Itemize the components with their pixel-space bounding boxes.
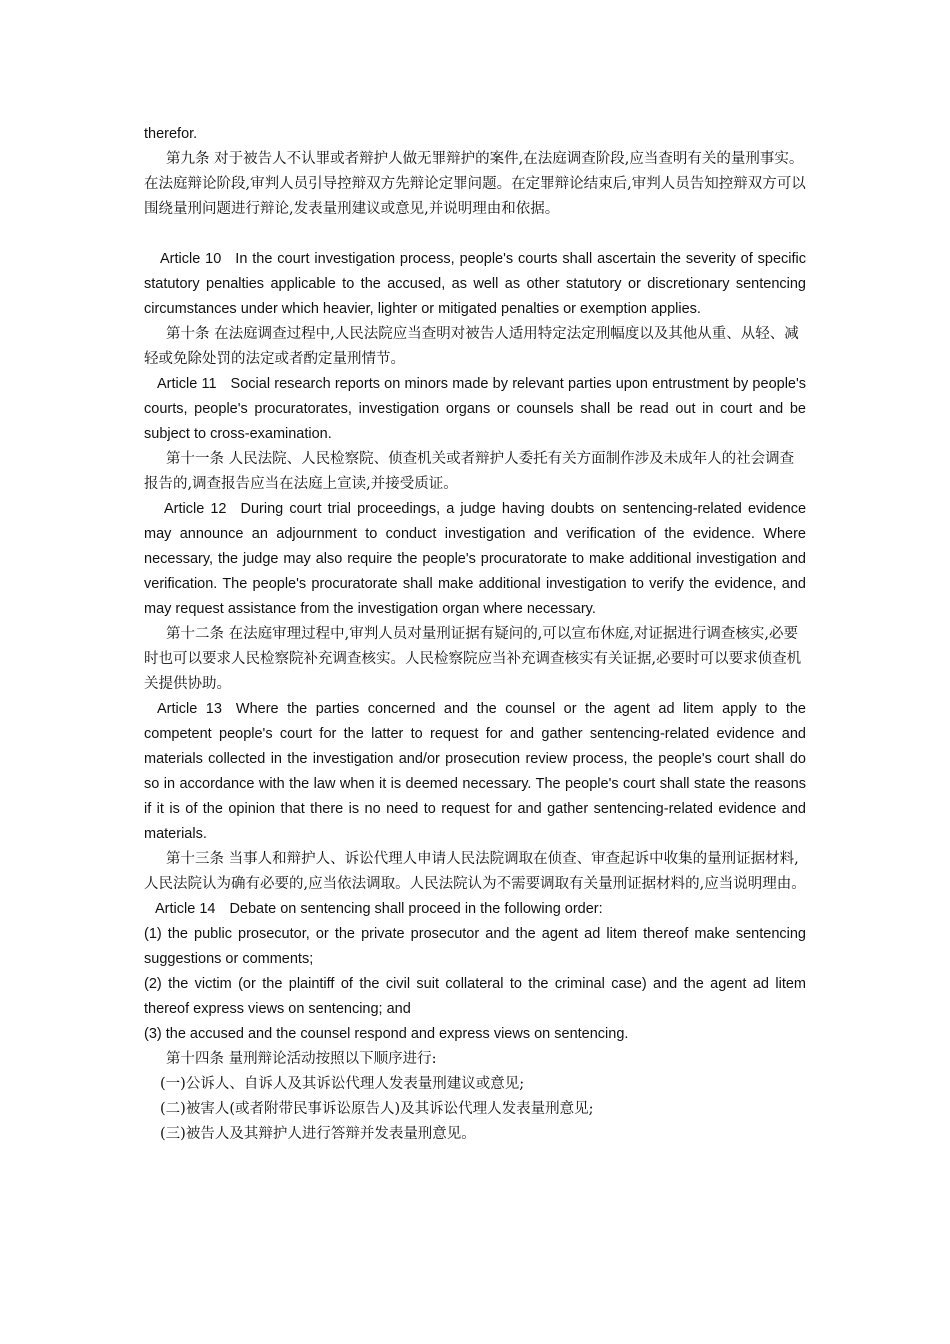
article-14-zh-item-2: (二)被害人(或者附带民事诉讼原告人)及其诉讼代理人发表量刑意见;	[160, 1101, 594, 1117]
article-14-item-2: (2) the victim (or the plaintiff of the civil suit collateral to the criminal case) and the agent ad litem thereof express views on sentencing; and	[144, 976, 806, 1017]
paragraph-gap	[144, 222, 806, 247]
article-14-body: Debate on sentencing shall proceed in the following order:	[229, 901, 603, 917]
article-14-item-1: (1) the public prosecutor, or the private prosecutor and the agent ad litem thereof make sentencing suggestions or comments;	[144, 926, 806, 967]
article-13-zh: 第十三条 当事人和辩护人、诉讼代理人申请人民法院调取在侦查、审查起诉中收集的量刑证据材料,人民法院认为确有必要的,应当依法调取。人民法院认为不需要调取有关量刑证据材料的,应当说明理由。	[144, 851, 806, 892]
article-11-zh: 第十一条 人民法院、人民检察院、侦查机关或者辩护人委托有关方面制作涉及未成年人的社会调查报告的,调查报告应当在法庭上宣读,并接受质证。	[144, 451, 795, 492]
article-14-item-3: (3) the accused and the counsel respond and express views on sentencing.	[144, 1026, 629, 1042]
article-10-heading: Article 10	[160, 251, 222, 267]
article-13-en	[144, 697, 806, 847]
article-11-heading: Article 11	[157, 376, 217, 392]
article-14-heading: Article 14	[155, 901, 216, 917]
article-12-en	[144, 497, 806, 622]
article-13-heading: Article 13	[157, 701, 222, 717]
article-14-en	[144, 897, 806, 922]
article-12-heading: Article 12	[164, 501, 227, 517]
article-11-body: Social research reports on minors made by relevant parties upon entrustment by people's courts, people's procuratorates, investigation organs or counsels shall be read out in court and be subject to cross-examination.	[144, 376, 806, 442]
article-14-zh-item-1: (一)公诉人、自诉人及其诉讼代理人发表量刑建议或意见;	[160, 1076, 525, 1092]
article-13-body: Where the parties concerned and the counsel or the agent ad litem apply to the competent people's court for the latter to request for and gather sentencing-related evidence and materials collected in the investigation and/or prosecution review process, the people's court shall do so in accordance with the law when it is deemed necessary. The people's court shall state the reasons if it is of the opinion that there is no need to request for and gather sentencing-related evidence and materials.	[144, 701, 806, 842]
article-10-zh: 第十条 在法庭调查过程中,人民法院应当查明对被告人适用特定法定刑幅度以及其他从重、从轻、减轻或免除处罚的法定或者酌定量刑情节。	[144, 326, 799, 367]
article-10-body: In the court investigation process, people's courts shall ascertain the severity of specific statutory penalties applicable to the accused, as well as other statutory or discretionary sentencing circumstances under which heavier, lighter or mitigated penalties or exemption applies.	[144, 251, 806, 317]
article-14-zh-item-3: (三)被告人及其辩护人进行答辩并发表量刑意见。	[160, 1126, 476, 1142]
article-14-zh: 第十四条 量刑辩论活动按照以下顺序进行:	[166, 1051, 437, 1067]
article-12-body: During court trial proceedings, a judge having doubts on sentencing-related evidence may announce an adjournment to conduct investigation and verification of the evidence. Where necessary, the judge may also require the people's procuratorate to make additional investigation and verification. The people's procuratorate shall make additional investigation to verify the evidence, and may request assistance from the investigation organ where necessary.	[144, 501, 807, 617]
article-11-en	[144, 372, 806, 447]
text-continuation: therefor.	[144, 126, 198, 142]
article-9-zh: 第九条 对于被告人不认罪或者辩护人做无罪辩护的案件,在法庭调查阶段,应当查明有关的量刑事实。在法庭辩论阶段,审判人员引导控辩双方先辩论定罪问题。在定罪辩论结束后,审判人员告知控辩双方可以围绕量刑问题进行辩论,发表量刑建议或意见,并说明理由和依据。	[144, 151, 806, 217]
article-10-en	[144, 247, 806, 322]
document-page	[144, 122, 806, 1147]
article-12-zh: 第十二条 在法庭审理过程中,审判人员对量刑证据有疑问的,可以宣布休庭,对证据进行调查核实,必要时也可以要求人民检察院补充调查核实。人民检察院应当补充调查核实有关证据,必要时可以要求侦查机关提供协助。	[144, 626, 802, 692]
